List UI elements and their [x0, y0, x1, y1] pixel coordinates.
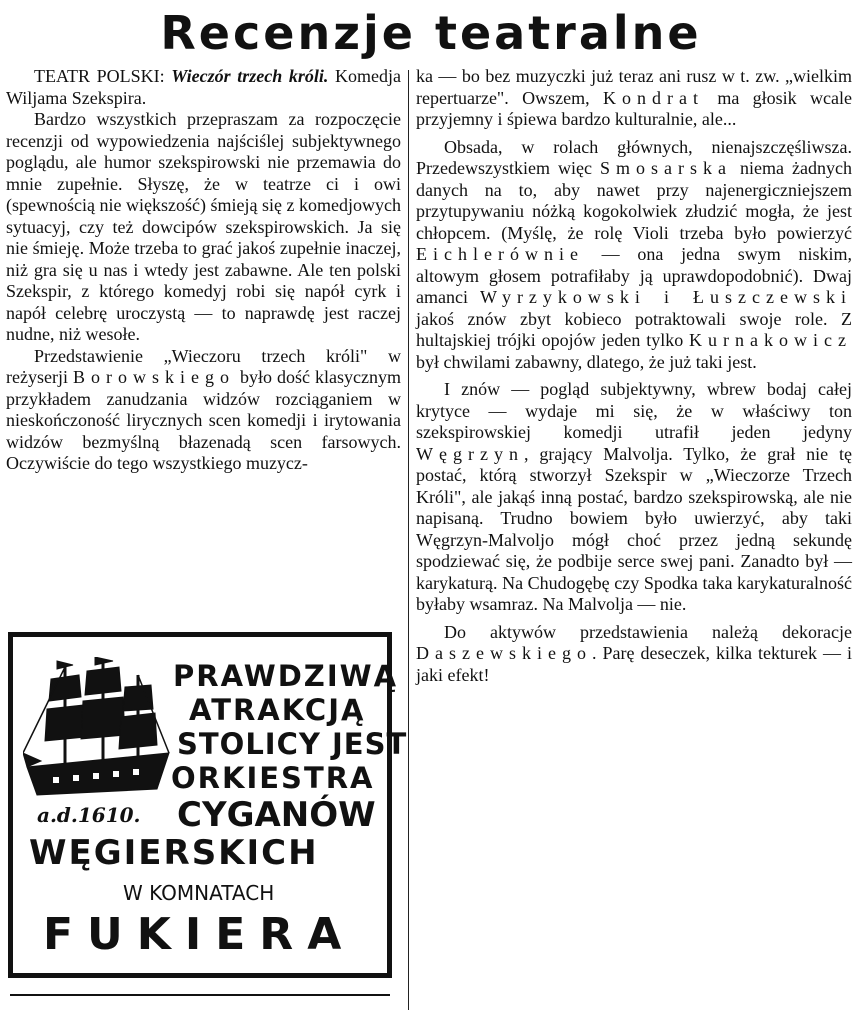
person-name: Węgrzyn: [416, 443, 524, 464]
person-name: Smosarska: [600, 158, 732, 178]
play-title: Wieczór trzech króli.: [171, 66, 329, 86]
person-name: Daszewskiego: [416, 643, 592, 663]
right-column: [416, 66, 852, 686]
column-divider: [408, 70, 409, 1010]
ad-line: PRAWDZIWĄ: [173, 659, 399, 693]
person-name: Wyrzykowski i Łuszczewski: [480, 287, 852, 307]
person-name: Eichlerównie: [416, 244, 584, 264]
ad-line: CYGANÓW: [177, 795, 376, 835]
paragraph: Przedstawienie „Wieczoru trzech króli" w reżyserji Borowskiego było dość klasycznym przykładem zanudzania widzów rozciąganiem w nieskończoność lirycznych scen komedji i irytowania widzów bezmyślną błazenadą scen farsowych. Oczywiście do tego wszystkiego muzycz-: [6, 345, 401, 473]
ad-line: W KOMNATACH: [123, 881, 275, 905]
ad-line: ORKIESTRA: [171, 761, 375, 795]
person-name: Kondrat: [602, 87, 704, 108]
advertisement: [8, 632, 408, 978]
paragraph: Bardzo wszystkich przepraszam za rozpoczęcie recenzji od wypowiedzenia najściślej subjektywnego poglądu, ale humor szekspirowski nie przemawia do mnie zupełnie. Słyszę, że w teatrze ci i owi (spewnością nie większość) śmieją się z komedjowych sytuacyj, czy też dowcipów szekspirowskich. Ja się nie śmieję. Może trzeba to grać jakoś zupełnie inaczej, niż gra się u nas i wtedy jest zabawne. Ale ten polski Szekspir, z którego komedyj robi się napół cyrk i napół celebrę uroczystą — to naprawdę jest raczej nudne, niż wesołe.: [6, 109, 401, 344]
person-name: Kurnakowicz: [689, 330, 852, 350]
ad-line: STOLICY JEST: [177, 727, 408, 761]
ad-line: ATRAKCJĄ: [189, 693, 366, 727]
theatre-name: TEATR POLSKI:: [34, 66, 172, 86]
paragraph: Do aktywów przedstawienia należą dekoracje Daszewskiego. Parę deseczek, kilka tekturek — i jaki efekt!: [416, 621, 852, 685]
page-title: Recenzje teatralne: [160, 6, 702, 60]
person-name: Borowskiego: [72, 367, 235, 387]
paragraph: ka — bo bez muzyczki już teraz ani rusz w t. zw. „wielkim repertuarze". Owszem, Kondrat ma głosik wcale przyjemny i śpiewa bardzo kulturalnie, ale...: [416, 66, 853, 129]
paragraph: Obsada, w rolach głównych, nienajszczęśliwsza. Przedewszystkiem więc Smosarska niema żadnych danych na to, aby nawet przy najenergiczniejszem przytupywaniu nóżką kogokolwiek złudzić mogła, że jest chłopcem. (Myślę, że rolę Violi trzeba było powierzyć Eichlerównie — ona jedna swym niskim, altowym głosem potrafiłaby ją uprawdopodobnić). Dwaj amanci Wyrzykowski i Łuszczewski jakoś znów zbyt kobieco potraktowali swoje role. Z hultajskiej trójki opojów jeden tylko Kurnakowicz był chwilami zabawny, dlatego, że już taki jest.: [416, 136, 852, 372]
left-column: [6, 66, 401, 475]
divider: [10, 994, 390, 996]
ad-year: a.d.1610.: [37, 803, 141, 827]
ad-line: WĘGIERSKICH: [29, 833, 319, 873]
sailing-ship-icon: [23, 657, 173, 817]
review-header: [6, 66, 401, 109]
play-author: Komedja Wiljama Szekspira.: [6, 66, 402, 108]
paragraph: I znów — pogląd subjektywny, wbrew bodaj całej krytyce — wydaje mi się, że w właściwy ton szekspirowskiej komedji utrafił jeden jedyny Węgrzyn, grający Malvolja. Tylko, że grał nie tę postać, którą stworzył Szekspir w „Wieczorze Trzech Króli", ale jakąś inną postać, bardzo szekspirowską, ale nie napisaną. Trudno bowiem było uwierzyć, aby taki Węgrzyn-Malvoljo mógł choć przez jedną sekundę spodziewać się, że podbije serce swej pani. Zanadto był — karykaturą. Na Chudogębę czy Spodka taka karykaturalność byłaby wsamraz. Na Malvolja — nie.: [416, 379, 852, 614]
ad-brand: FUKIERA: [43, 909, 356, 960]
